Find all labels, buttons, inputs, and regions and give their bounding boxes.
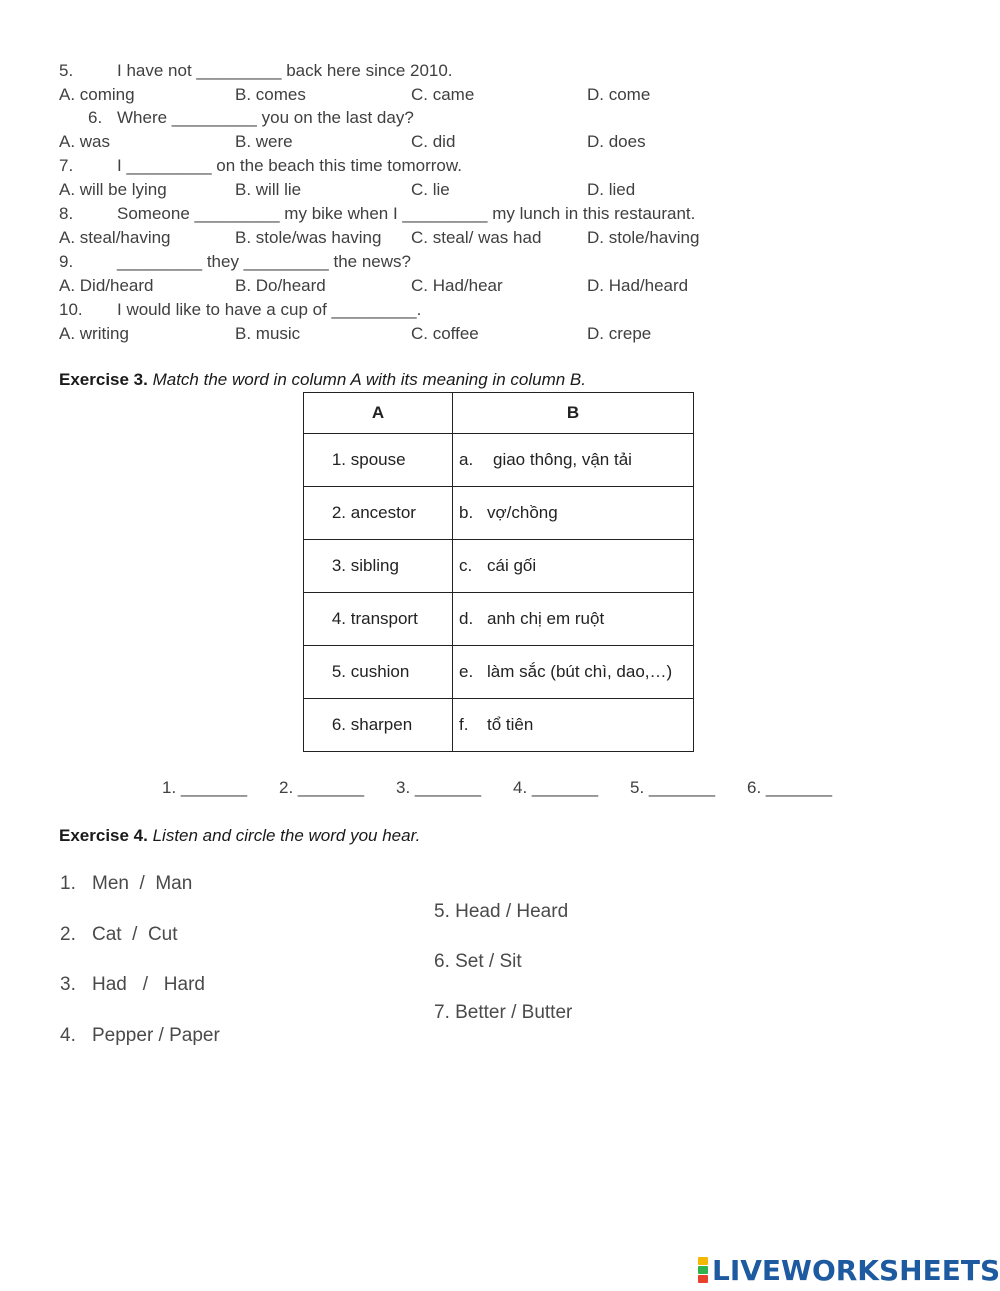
word-cell [304, 540, 453, 593]
question-number: 6. [88, 108, 103, 127]
table-row [304, 593, 694, 646]
option-d[interactable]: D. Had/heard [587, 276, 689, 295]
answer-blank-3[interactable]: 3. _______ [396, 778, 482, 797]
option-c[interactable]: C. steal/ was had [411, 228, 542, 247]
logo-blocks-icon [698, 1257, 708, 1283]
logo-block [698, 1266, 708, 1274]
word-text: ancestor [350, 503, 416, 522]
listen-item-3[interactable] [60, 974, 205, 996]
option-a[interactable]: A. Did/heard [59, 276, 154, 295]
listen-item-6[interactable]: 6. Set / Sit [434, 951, 522, 972]
listen-item-1[interactable] [60, 873, 192, 895]
exercise-3-title [59, 370, 586, 390]
answer-blank-1[interactable]: 1. _______ [162, 778, 248, 797]
option-a[interactable]: A. was [59, 132, 111, 151]
option-b[interactable]: B. music [235, 324, 301, 343]
column-b-header: B [453, 393, 694, 434]
question-text: I would like to have a cup of _________. [117, 300, 422, 319]
logo-block [698, 1275, 708, 1283]
meaning-cell [453, 593, 694, 646]
option-d[interactable]: D. stole/having [587, 228, 700, 247]
option-d[interactable]: D. does [587, 132, 646, 151]
question-number: 5. [59, 61, 74, 80]
meaning-letter: e. [459, 662, 474, 681]
option-b[interactable]: B. Do/heard [235, 276, 326, 295]
option-c[interactable]: C. did [411, 132, 456, 151]
option-a[interactable]: A. writing [59, 324, 129, 343]
option-a[interactable]: A. steal/having [59, 228, 171, 247]
item-words: Cat / Cut [92, 924, 178, 945]
option-d[interactable]: D. lied [587, 180, 636, 199]
meaning-text: vợ/chồng [487, 503, 558, 522]
word-number: 2. [331, 503, 346, 522]
option-a[interactable]: A. will be lying [59, 180, 167, 199]
option-b[interactable]: B. were [235, 132, 293, 151]
question-number: 8. [59, 204, 74, 223]
table-row [304, 434, 694, 487]
meaning-letter: a. [459, 450, 474, 469]
listen-item-4[interactable] [60, 1025, 220, 1047]
item-words: Men / Man [92, 873, 193, 894]
item-number: 1. [60, 873, 76, 894]
option-b[interactable]: B. comes [235, 85, 306, 104]
question-text: _________ they _________ the news? [117, 252, 411, 271]
listen-item-7[interactable]: 7. Better / Butter [434, 1002, 573, 1023]
exercise-3-instruction: Match the word in column A with its meaning in column B. [152, 370, 586, 389]
table-row [304, 646, 694, 699]
word-number: 6. [331, 715, 346, 734]
option-b[interactable]: B. will lie [235, 180, 302, 199]
answer-blanks [0, 778, 1000, 798]
word-cell [304, 434, 453, 487]
column-a-header: A [304, 393, 453, 434]
meaning-text: anh chị em ruột [487, 609, 605, 628]
word-text: transport [350, 609, 418, 628]
meaning-letter: d. [459, 609, 474, 628]
question-number: 10. [59, 300, 83, 319]
word-cell [304, 593, 453, 646]
word-cell [304, 646, 453, 699]
liveworksheets-logo [698, 1255, 1000, 1285]
word-text: sibling [350, 556, 399, 575]
question-number: 7. [59, 156, 74, 175]
table-row [304, 540, 694, 593]
meaning-text: tổ tiên [487, 715, 534, 734]
option-a[interactable]: A. coming [59, 85, 135, 104]
logo-block [698, 1257, 708, 1265]
table-row [304, 487, 694, 540]
answer-blank-2[interactable]: 2. _______ [279, 778, 365, 797]
meaning-letter: f. [459, 715, 469, 734]
item-words: Had / Hard [92, 974, 205, 995]
answer-blank-5[interactable]: 5. _______ [630, 778, 716, 797]
meaning-text: giao thông, vận tải [493, 450, 632, 469]
question-text: I have not _________ back here since 2010. [117, 61, 453, 80]
option-d[interactable]: D. crepe [587, 324, 652, 343]
option-c[interactable]: C. coffee [411, 324, 479, 343]
question-text: Someone _________ my bike when I _________ my lunch in this restaurant. [117, 204, 696, 223]
exercise-4-instruction: Listen and circle the word you hear. [152, 826, 421, 845]
listen-item-5[interactable]: 5. Head / Heard [434, 901, 569, 922]
meaning-cell [453, 699, 694, 752]
table-header-row [304, 393, 694, 434]
option-c[interactable]: C. Had/hear [411, 276, 503, 295]
matching-table [303, 392, 694, 752]
answer-blank-4[interactable]: 4. _______ [513, 778, 599, 797]
item-number: 2. [60, 924, 76, 945]
option-c[interactable]: C. came [411, 85, 475, 104]
item-number: 4. [60, 1025, 76, 1046]
meaning-cell [453, 540, 694, 593]
answer-blank-6[interactable]: 6. _______ [747, 778, 833, 797]
option-d[interactable]: D. come [587, 85, 651, 104]
question-text: Where _________ you on the last day? [117, 108, 414, 127]
exercise-3-label: Exercise 3. [59, 370, 148, 389]
meaning-letter: b. [459, 503, 474, 522]
exercise-4-title [59, 826, 420, 846]
option-b[interactable]: B. stole/was having [235, 228, 382, 247]
word-number: 3. [331, 556, 346, 575]
listen-item-2[interactable] [60, 924, 178, 946]
table-row [304, 699, 694, 752]
item-number: 3. [60, 974, 76, 995]
question-number: 9. [59, 252, 74, 271]
meaning-text: cái gối [487, 556, 537, 575]
word-cell [304, 487, 453, 540]
logo-text: LIVEWORKSHEETS [712, 1253, 1000, 1287]
word-number: 5. [331, 662, 346, 681]
word-cell [304, 699, 453, 752]
word-number: 1. [331, 450, 346, 469]
meaning-cell [453, 646, 694, 699]
word-number: 4. [331, 609, 346, 628]
question-text: I _________ on the beach this time tomorrow. [117, 156, 462, 175]
word-text: sharpen [350, 715, 413, 734]
option-c[interactable]: C. lie [411, 180, 450, 199]
meaning-text: làm sắc (bút chì, dao,…) [487, 662, 673, 681]
word-text: cushion [350, 662, 410, 681]
exercise-4-label: Exercise 4. [59, 826, 148, 845]
meaning-letter: c. [459, 556, 473, 575]
item-words: Pepper / Paper [92, 1025, 220, 1046]
word-text: spouse [350, 450, 406, 469]
meaning-cell [453, 434, 694, 487]
meaning-cell [453, 487, 694, 540]
